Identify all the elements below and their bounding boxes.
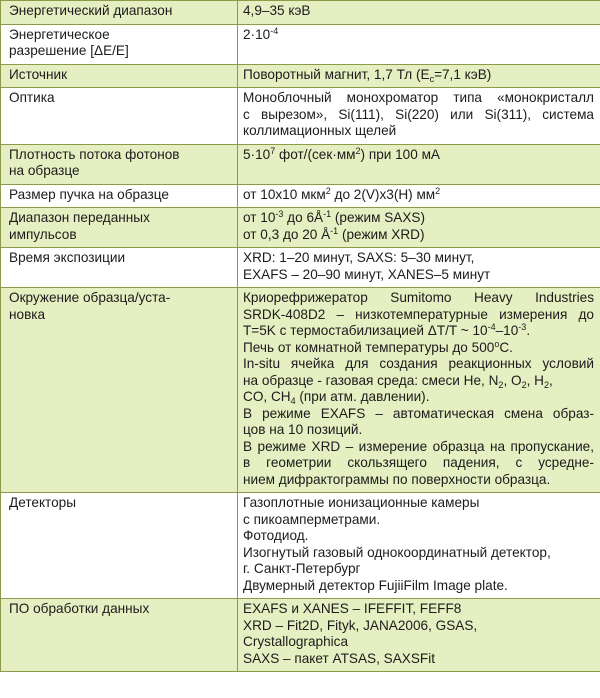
value-part: =7,1 кэВ): [434, 66, 492, 82]
value-line: нием дифрактограммы по поверхности образца.: [243, 471, 551, 487]
param-cell: [1, 493, 238, 599]
value-text: 4,9–35 кэВ: [243, 3, 311, 18]
param-cell: [1, 24, 238, 64]
param-label: Оптика: [9, 90, 55, 105]
param-label: Энергетический диапазон: [9, 3, 173, 18]
table-row-sample-environment: [1, 288, 600, 493]
value-line: с пикоамперметрами.: [243, 511, 381, 527]
value-line: Криорефрижератор Sumitomo Heavy Industries: [243, 290, 594, 305]
value-exponent: -3: [275, 209, 284, 219]
param-label: Источник: [9, 66, 68, 82]
value-text: [243, 67, 594, 84]
param-cell: [1, 88, 238, 145]
table-row-source: [1, 64, 600, 88]
table-row-beam-size: [1, 184, 600, 208]
value-exponent: 2: [355, 145, 361, 156]
param-cell: [1, 64, 238, 88]
value-line: SRDK-408D2 – низкотемпературные измерения до: [243, 306, 594, 322]
value-text: [243, 187, 594, 204]
value-line: Изогнутый газовый однокоординатный детектор,: [243, 544, 551, 560]
value-cell: [238, 288, 600, 493]
value-line: XRD – Fit2D, Fityk, JANA2006, GSAS,: [243, 617, 478, 633]
value-cell: [238, 184, 600, 208]
value-exponent: -1: [330, 225, 339, 236]
param-label: Размер пучка на образце: [9, 186, 169, 202]
value-text: [243, 147, 594, 164]
value-exponent: -1: [323, 209, 332, 219]
value-part: –10: [495, 323, 519, 338]
value-cell: [238, 493, 600, 599]
value-part: (при атм. давлении).: [295, 389, 430, 404]
value-line: коллимационных щелей: [243, 123, 397, 138]
value-part: на образце - газовая среда: смеси He, N: [243, 372, 499, 388]
value-part: (режим SAXS): [331, 210, 425, 225]
value-part: CO, CH: [243, 389, 291, 404]
value-cell: [238, 599, 600, 672]
table-row-exposure-time: [1, 248, 600, 288]
value-subscript: 2: [543, 379, 549, 390]
value-exponent: 2: [435, 185, 441, 196]
value-part: от 0,3 до 20 Å: [243, 226, 331, 242]
value-part: (режим XRD): [338, 226, 425, 242]
value-line: в геометрии скользящего падения, с усредне-: [243, 455, 594, 470]
table-row-photon-flux: [1, 144, 600, 184]
table-row-detectors: [1, 493, 600, 599]
value-subscript: 2: [521, 379, 527, 390]
value-base: 2·10: [243, 26, 271, 42]
value-part: 5·10: [243, 146, 271, 162]
value-subscript: c: [429, 73, 435, 84]
value-line: [243, 323, 594, 340]
value-cell: [238, 1, 600, 25]
value-line: [243, 227, 594, 244]
value-text: [243, 27, 594, 44]
value-part: от 10: [243, 210, 276, 225]
param-label: Диапазон переданных: [9, 210, 150, 225]
param-label: разрешение [ΔE/E]: [9, 43, 129, 58]
param-cell: [1, 144, 238, 184]
param-cell: [1, 208, 238, 248]
value-cell: [238, 88, 600, 145]
param-cell: [1, 599, 238, 672]
param-label: новка: [9, 306, 46, 322]
value-line: г. Санкт-Петербург: [243, 561, 361, 576]
table-row-energy-range: [1, 1, 600, 25]
value-part: С.: [499, 339, 513, 355]
table-row-software: [1, 599, 600, 672]
value-part: , H: [526, 372, 544, 388]
value-part: Поворотный магнит, 1,7 Тл (E: [243, 66, 430, 82]
value-part: фот/(сек·мм: [275, 146, 356, 162]
value-line: Двумерный детектор FujiiFilm Image plate.: [243, 577, 508, 593]
value-part: от 10х10 мкм: [243, 186, 326, 202]
value-line: [243, 340, 594, 357]
value-part: , O: [503, 372, 522, 388]
param-label: Плотность потока фотонов: [9, 146, 180, 162]
value-line: EXAFS – 20–90 минут, XANES–5 минут: [243, 266, 491, 282]
param-cell: [1, 288, 238, 493]
value-degree: o: [494, 338, 500, 349]
value-exponent: 2: [325, 185, 331, 196]
value-line: Газоплотные ионизационные камеры: [243, 495, 480, 510]
param-cell: [1, 184, 238, 208]
value-cell: [238, 248, 600, 288]
value-exponent: 7: [270, 145, 276, 156]
value-line: В режиме EXAFS – автоматическая смена образ-: [243, 405, 594, 421]
value-part: ) при 100 мА: [360, 146, 440, 162]
value-exponent: -3: [518, 322, 527, 332]
table-row-optics: [1, 88, 600, 145]
value-exponent: -4: [270, 25, 279, 36]
value-exponent: -4: [487, 322, 496, 332]
value-line: XRD: 1–20 минут, SAXS: 5–30 минут,: [243, 250, 475, 265]
value-line: EXAFS и XANES – IFEFFIT, FEFF8: [243, 601, 462, 616]
param-label: Детекторы: [9, 495, 77, 510]
value-part: до 2(V)х3(H) мм: [330, 186, 436, 202]
value-part: T=5K с термостабилизацией ΔT/T ~ 10: [243, 323, 488, 338]
param-label: Время экспозиции: [9, 250, 126, 265]
value-line: Crystallographica: [243, 634, 349, 649]
value-part: Печь от комнатной температуры до 500: [243, 339, 495, 355]
value-line: In-situ ячейка для создания реакционных условий: [243, 356, 594, 371]
value-part: ,: [548, 372, 553, 388]
value-cell: [238, 64, 600, 88]
param-label: на образце: [9, 163, 80, 178]
param-label: Энергетическое: [9, 26, 110, 42]
param-label: импульсов: [9, 226, 77, 242]
param-cell: [1, 1, 238, 25]
param-label: Окружение образца/уста-: [9, 290, 171, 305]
table-row-momentum-range: [1, 208, 600, 248]
value-line: [243, 389, 594, 406]
param-label: ПО обработки данных: [9, 601, 150, 616]
param-cell: [1, 248, 238, 288]
value-line: В режиме XRD – измерение образца на пропускание,: [243, 438, 594, 454]
value-subscript: 2: [498, 379, 504, 390]
table-row-energy-resolution: [1, 24, 600, 64]
value-line: [243, 373, 594, 390]
value-cell: [238, 24, 600, 64]
value-line: цов на 10 позиций.: [243, 422, 363, 437]
value-line: Фотодиод.: [243, 528, 309, 543]
value-cell: [238, 208, 600, 248]
value-cell: [238, 144, 600, 184]
value-line: [243, 210, 594, 227]
value-line: SAXS – пакет ATSAS, SAXSFit: [243, 650, 435, 666]
value-subscript: 4: [290, 396, 296, 406]
value-line: с вырезом», Si(111), Si(220) или Si(311), система: [243, 106, 594, 122]
value-part: до 6Å: [283, 210, 324, 225]
value-line: Моноблочный монохроматор типа «монокристалл: [243, 90, 594, 105]
value-part: .: [526, 323, 531, 338]
